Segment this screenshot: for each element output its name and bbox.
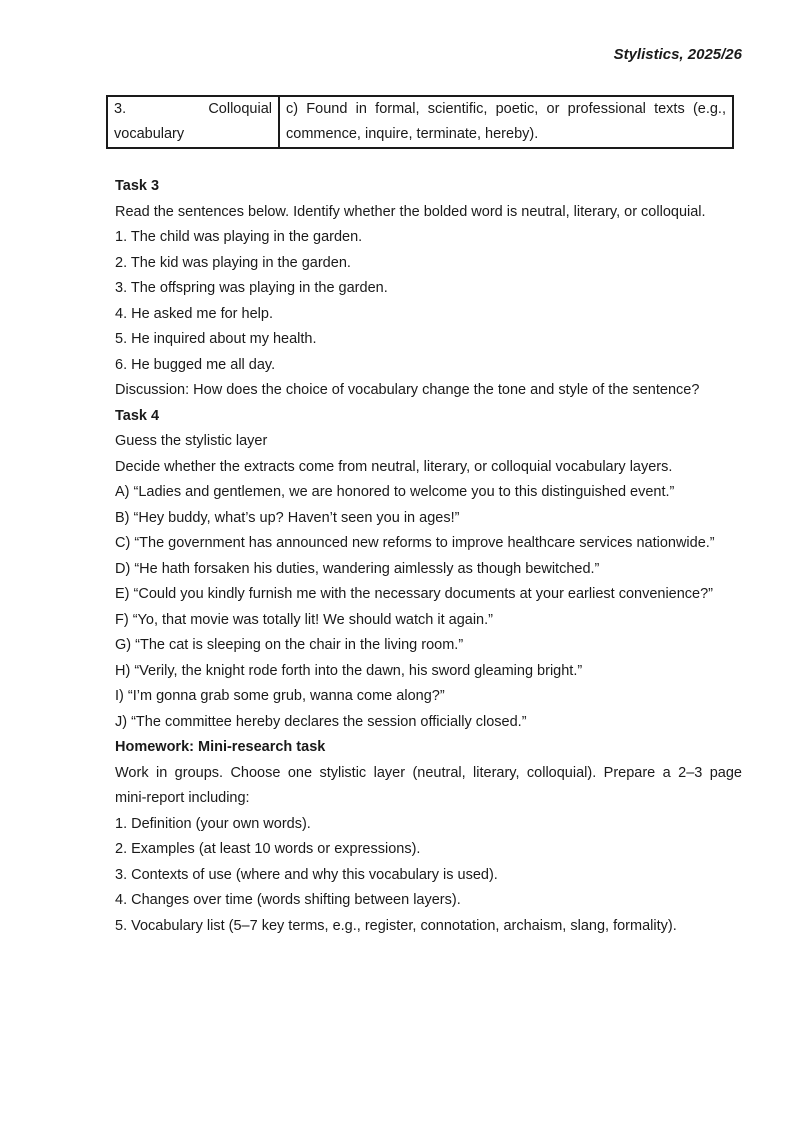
list-item: 5. He inquired about my health. bbox=[115, 331, 317, 347]
task3-title: Task 3 bbox=[115, 178, 160, 194]
list-item: 5. Vocabulary list (5–7 key terms, e.g., register, connotation, archaism, slang, formality). bbox=[115, 917, 677, 934]
definition-line-1: c) Found in formal, scientific, poetic, or professional texts (e.g., bbox=[286, 101, 726, 117]
definition-line-2: commence, inquire, terminate, hereby). bbox=[286, 126, 539, 142]
list-item: I) “I’m gonna grab some grub, wanna come along?” bbox=[115, 688, 445, 704]
task4-title: Task 4 bbox=[115, 407, 160, 424]
table-row bbox=[107, 96, 733, 148]
list-item: A) “Ladies and gentlemen, we are honored to welcome you to this distinguished event.” bbox=[115, 484, 675, 500]
table-cell-definition bbox=[279, 96, 733, 148]
task3-discussion: Discussion: How does the choice of vocabulary change the tone and style of the sentence? bbox=[115, 382, 700, 398]
task4-subtitle: Guess the stylistic layer bbox=[115, 433, 268, 449]
list-item: C) “The government has announced new reforms to improve healthcare services nationwide.” bbox=[115, 535, 715, 551]
matching-table bbox=[106, 95, 734, 149]
list-item: 3. The offspring was playing in the garden. bbox=[115, 280, 388, 296]
homework-title: Homework: Mini-research task bbox=[115, 739, 326, 755]
list-item: 1. The child was playing in the garden. bbox=[115, 229, 363, 245]
page-content bbox=[115, 174, 742, 939]
list-item: 2. Examples (at least 10 words or expressions). bbox=[115, 841, 421, 857]
running-header: Stylistics, 2025/26 bbox=[613, 46, 742, 63]
list-item: 6. He bugged me all day. bbox=[115, 356, 276, 373]
list-item: J) “The committee hereby declares the session officially closed.” bbox=[115, 713, 527, 730]
list-item: E) “Could you kindly furnish me with the necessary documents at your earliest convenience?” bbox=[115, 586, 714, 602]
table-cell-term bbox=[107, 96, 279, 148]
term-line-2: vocabulary bbox=[114, 126, 185, 142]
homework-intro-line-1: Work in groups. Choose one stylistic layer (neutral, literary, colloquial). Prepare a 2–3 page bbox=[115, 764, 742, 781]
task4-instruction: Decide whether the extracts come from neutral, literary, or colloquial vocabulary layers. bbox=[115, 458, 673, 475]
list-item: 3. Contexts of use (where and why this vocabulary is used). bbox=[115, 866, 498, 883]
list-item: 4. He asked me for help. bbox=[115, 305, 273, 322]
list-item: F) “Yo, that movie was totally lit! We should watch it again.” bbox=[115, 611, 493, 628]
term-number: 3. bbox=[114, 101, 127, 117]
list-item: 2. The kid was playing in the garden. bbox=[115, 254, 351, 271]
list-item: G) “The cat is sleeping on the chair in the living room.” bbox=[115, 637, 464, 653]
homework-intro-line-2: mini-report including: bbox=[115, 790, 250, 806]
term-line-1 bbox=[114, 97, 272, 122]
list-item: D) “He hath forsaken his duties, wandering aimlessly as though bewitched.” bbox=[115, 560, 600, 577]
term-word: Colloquial bbox=[208, 101, 272, 117]
list-item: H) “Verily, the knight rode forth into the dawn, his sword gleaming bright.” bbox=[115, 662, 583, 679]
homework-intro bbox=[115, 761, 742, 812]
list-item: 1. Definition (your own words). bbox=[115, 815, 311, 832]
list-item: B) “Hey buddy, what’s up? Haven’t seen you in ages!” bbox=[115, 509, 460, 526]
task3-instruction: Read the sentences below. Identify whether the bolded word is neutral, literary, or colloquial. bbox=[115, 203, 706, 220]
list-item: 4. Changes over time (words shifting between layers). bbox=[115, 892, 461, 908]
